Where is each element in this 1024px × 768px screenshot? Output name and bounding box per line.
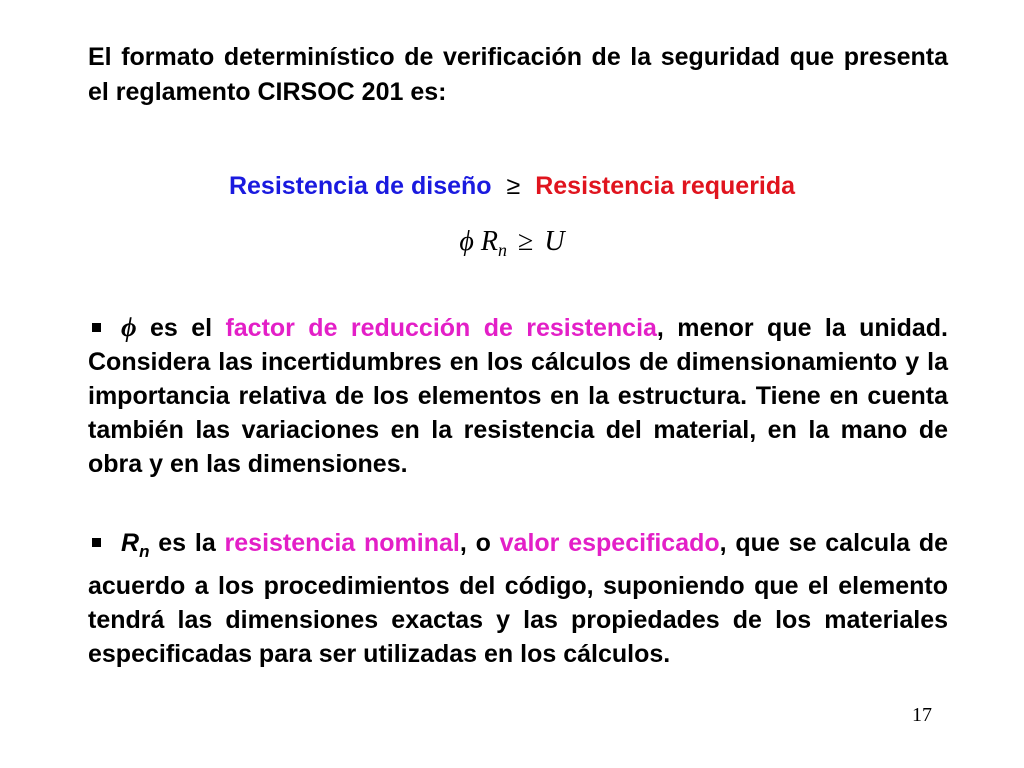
bullet-text-mid: , o <box>459 529 491 557</box>
bullet-rn-definition <box>88 526 948 671</box>
bullet-text-post: , menor que la unidad. Considera las incertidumbres en los cálculos de dimensionamiento y la importancia relativa de los elementos en la estructura. Tiene en cuenta también las variaciones en la resistencia del material, en la mano de obra y en las dimensiones. <box>88 314 948 478</box>
required-strength-term: Resistencia requerida <box>535 172 796 200</box>
formula-geq-symbol: ≥ <box>518 226 534 257</box>
highlight-term-2: valor especificado <box>499 529 720 557</box>
intro-paragraph: El formato determinístico de verificación de la seguridad que presenta el reglamento CIRSOC 201 es: <box>88 43 948 106</box>
bullet-text-pre: es la <box>158 529 216 557</box>
bullet-text-pre: es el <box>150 314 213 342</box>
design-strength-term: Resistencia de diseño <box>228 172 492 200</box>
r-symbol: R <box>480 226 498 257</box>
square-bullet-icon <box>92 323 101 332</box>
bullet-phi-definition <box>88 310 948 481</box>
u-symbol: U <box>544 226 565 257</box>
phi-symbol: ϕ <box>459 226 474 257</box>
r-subscript: n <box>498 240 507 260</box>
highlight-term: factor de reducción de resistencia <box>225 314 657 342</box>
highlight-term-1: resistencia nominal <box>224 529 460 557</box>
math-formula <box>0 222 1024 270</box>
square-bullet-icon <box>92 538 101 547</box>
verbal-equation <box>0 168 1024 204</box>
bullet-text-post: , que se calcula de acuerdo a los procedimientos del código, suponiendo que el elemento tendrá las dimensiones exactas y las propiedades de los materiales especificadas para ser utilizadas en los cálculos. <box>88 529 949 668</box>
rn-symbol-inline: $R_n$ <box>121 529 150 561</box>
greater-equal-symbol: ≥ <box>506 172 521 200</box>
page-number: 17 <box>912 704 932 726</box>
phi-symbol-inline: ϕ <box>121 312 137 342</box>
